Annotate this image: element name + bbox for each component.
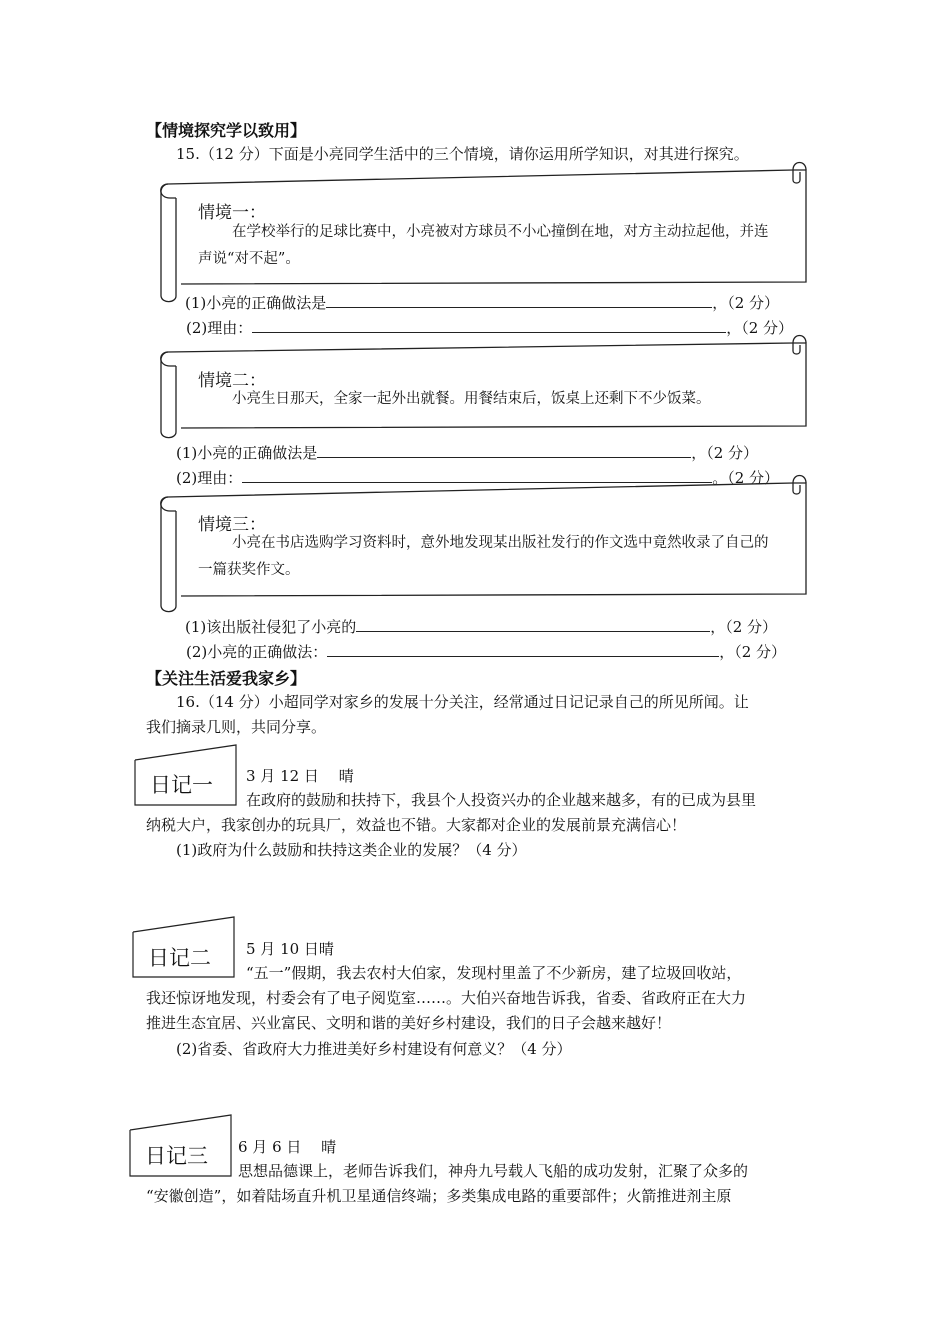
- scenario-3-title: 情境三：: [198, 515, 266, 535]
- diary-3-date: 6 月 6 日 晴: [238, 1138, 337, 1156]
- section-title-1: 【情境探究学以致用】: [146, 121, 307, 140]
- scenario-1-q2-label: (2)理由：: [186, 319, 253, 337]
- diary-2-date: 5 月 10 日晴: [246, 940, 334, 958]
- diary-1-question: (1)政府为什么鼓励和扶持这类企业的发展？（4 分）: [176, 841, 527, 859]
- diary-2-line-2: 我还惊讶地发现，村委会有了电子阅览室……。大伯兴奋地告诉我，省委、省政府正在大力: [146, 989, 747, 1007]
- scenario-1-q2-points: ，（2 分）: [726, 319, 794, 337]
- diary-1-label: 日记一: [150, 773, 213, 797]
- section-title-2: 【关注生活爱我家乡】: [146, 669, 307, 688]
- diary-3-line-1: 思想品德课上，老师告诉我们，神舟九号载人飞船的成功发射，汇聚了众多的: [238, 1162, 749, 1180]
- scenario-3-q1-label: (1)该出版社侵犯了小亮的: [185, 618, 357, 636]
- question-16-line-2: 我们摘录几则，共同分享。: [146, 718, 327, 736]
- scenario-1-q1-label: (1)小亮的正确做法是: [185, 294, 327, 312]
- diary-2-label: 日记二: [148, 946, 211, 970]
- diary-1-date: 3 月 12 日 晴: [246, 767, 354, 785]
- scenario-3-q1-points: ，（2 分）: [710, 618, 778, 636]
- scenario-1-title: 情境一：: [198, 203, 266, 223]
- scenario-1-q1-points: ，（2 分）: [712, 294, 780, 312]
- scenario-2-title: 情境二：: [198, 371, 266, 391]
- scenario-2-q1-label: (1)小亮的正确做法是: [176, 444, 318, 462]
- diary-1-line-1: 在政府的鼓励和扶持下，我县个人投资兴办的企业越来越多，有的已成为县里: [246, 791, 757, 809]
- question-15: 15.（12 分）下面是小亮同学生活中的三个情境，请你运用所学知识，对其进行探究。: [176, 145, 749, 163]
- scenario-3-q2-label: (2)小亮的正确做法：: [186, 643, 328, 661]
- question-16-line-1: 16.（14 分）小超同学对家乡的发展十分关注，经常通过日记记录自己的所见所闻。让: [176, 693, 749, 711]
- scenario-3-q2-points: ，（2 分）: [719, 643, 787, 661]
- diary-2-line-1: “五一”假期，我去农村大伯家，发现村里盖了不少新房，建了垃圾回收站，: [246, 964, 742, 982]
- scenario-2-q2-label: (2)理由：: [176, 469, 243, 487]
- diary-3-label: 日记三: [145, 1144, 208, 1168]
- scenario-1-body: 在学校举行的足球比赛中，小亮被对方球员不小心撞倒在地，对方主动拉起他，并连声说“对不起”。: [198, 224, 769, 267]
- scenario-2-q1-points: ，（2 分）: [691, 444, 759, 462]
- scenario-3-body: 小亮在书店选购学习资料时，意外地发现某出版社发行的作文选中竟然收录了自己的一篇获奖作文。: [198, 535, 769, 578]
- scenario-2-q2-points: 。（2 分）: [712, 469, 780, 487]
- diary-2-question: (2)省委、省政府大力推进美好乡村建设有何意义？（4 分）: [176, 1040, 572, 1058]
- scenario-2-body: 小亮生日那天，全家一起外出就餐。用餐结束后，饭桌上还剩下不少饭菜。: [232, 391, 711, 407]
- diary-2-line-3: 推进生态宜居、兴业富民、文明和谐的美好乡村建设，我们的日子会越来越好！: [146, 1014, 672, 1032]
- diary-3-line-2: “安徽创造”，如着陆场直升机卫星通信终端；多类集成电路的重要部件；火箭推进剂主原: [146, 1187, 732, 1205]
- diary-1-line-2: 纳税大户，我家创办的玩具厂，效益也不错。大家都对企业的发展前景充满信心！: [146, 816, 687, 834]
